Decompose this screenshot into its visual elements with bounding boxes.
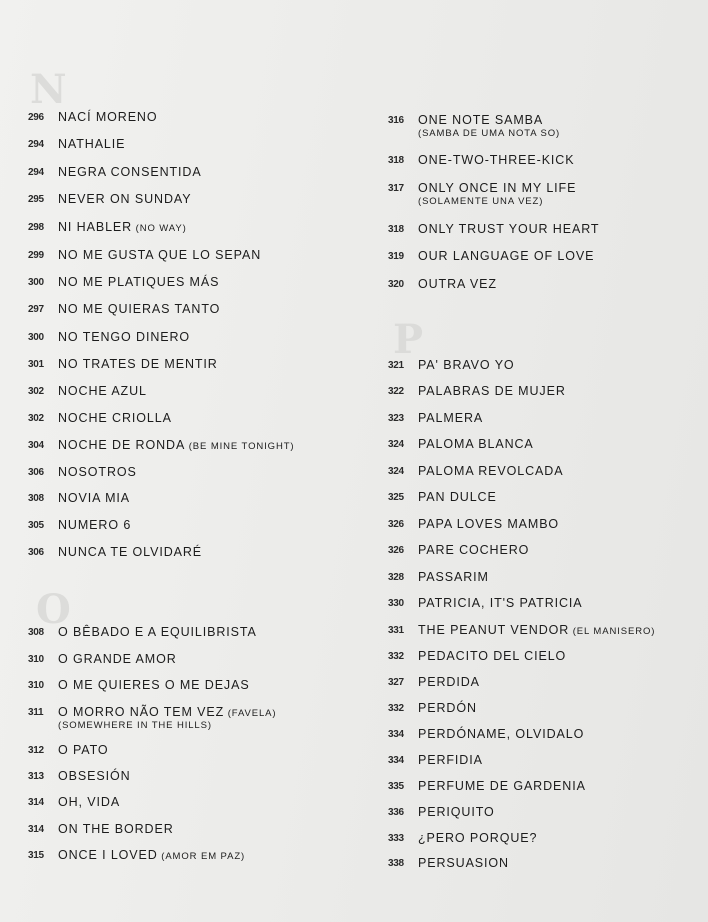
song-subtitle: (SOLAMENTE UNA VEZ) [418, 196, 544, 207]
song-title: NUMERO 6 [58, 518, 132, 532]
index-entry [28, 652, 177, 666]
page-number: 302 [28, 413, 44, 424]
song-subtitle: (SOMEWHERE IN THE HILLS) [58, 720, 212, 731]
song-title: OBSESIÓN [58, 769, 131, 783]
index-entry [388, 222, 599, 236]
index-entry [28, 545, 202, 559]
page-number: 298 [28, 222, 44, 233]
song-title: NO ME GUSTA QUE LO SEPAN [58, 248, 262, 262]
index-entry [388, 517, 559, 531]
page-number: 295 [28, 194, 44, 205]
page-number: 313 [28, 771, 44, 782]
index-entry [388, 623, 655, 637]
index-entry [28, 769, 131, 783]
song-title: OUTRA VEZ [418, 277, 497, 291]
index-entry [388, 277, 497, 291]
page-number: 294 [28, 167, 44, 178]
section-letter-p: P [393, 316, 424, 363]
page-number: 320 [388, 279, 404, 290]
page-number: 333 [388, 833, 404, 844]
index-entry [28, 822, 174, 836]
index-entry [388, 437, 534, 451]
song-title: PATRICIA, IT'S PATRICIA [418, 596, 583, 610]
index-entry [28, 743, 109, 757]
song-title: O MORRO NÃO TEM VEZ (FAVELA) [58, 705, 277, 719]
song-title: NOVIA MIA [58, 491, 131, 505]
index-entry [28, 220, 187, 234]
page-number: 327 [388, 677, 404, 688]
song-title: PALOMA BLANCA [418, 437, 534, 451]
page-number: 325 [388, 492, 404, 503]
song-title: PASSARIM [418, 570, 489, 584]
page-number: 314 [28, 824, 44, 835]
index-entry [28, 357, 218, 371]
page-number: 310 [28, 680, 44, 691]
index-entry [388, 570, 489, 584]
page-number: 324 [388, 439, 404, 450]
index-entry [388, 779, 586, 793]
song-title: O ME QUIERES O ME DEJAS [58, 678, 250, 692]
title-parenthetical: (BE MINE TONIGHT) [185, 441, 295, 452]
page-number: 300 [28, 277, 44, 288]
index-entry [388, 358, 515, 372]
page-number: 296 [28, 112, 44, 123]
index-entry [28, 137, 125, 151]
song-title: ONCE I LOVED (AMOR EM PAZ) [58, 848, 246, 862]
song-title: NACÍ MORENO [58, 110, 158, 124]
song-title: NO TENGO DINERO [58, 330, 191, 344]
song-title: OUR LANGUAGE OF LOVE [418, 249, 595, 263]
index-entry [28, 165, 202, 179]
song-title: O BÊBADO E A EQUILIBRISTA [58, 625, 257, 639]
song-title: NEGRA CONSENTIDA [58, 165, 202, 179]
page-number: 302 [28, 386, 44, 397]
page-number: 331 [388, 625, 404, 636]
index-entry [388, 701, 477, 715]
page-number: 311 [28, 707, 44, 718]
index-entry [28, 110, 158, 124]
index-entry [28, 795, 120, 809]
page-number: 332 [388, 703, 404, 714]
song-title: PERDÓN [418, 701, 477, 715]
page-number: 324 [388, 466, 404, 477]
page-number: 294 [28, 139, 44, 150]
song-title: ON THE BORDER [58, 822, 174, 836]
song-title: PERFUME DE GARDENIA [418, 779, 586, 793]
title-parenthetical: (AMOR EM PAZ) [157, 851, 246, 862]
index-entry [388, 384, 566, 398]
page-number: 332 [388, 651, 404, 662]
section-letter-o: O [36, 586, 71, 633]
page-number: 328 [388, 572, 404, 583]
song-title: PERIQUITO [418, 805, 495, 819]
index-entry [388, 181, 576, 207]
song-title: PAPA LOVES MAMBO [418, 517, 560, 531]
page-number: 317 [388, 183, 404, 194]
index-entry [388, 411, 483, 425]
song-title: NUNCA TE OLVIDARÉ [58, 545, 203, 559]
title-parenthetical: (FAVELA) [224, 708, 277, 719]
song-title: THE PEANUT VENDOR (EL MANISERO) [418, 623, 656, 637]
index-entry [388, 805, 495, 819]
song-title: NO ME QUIERAS TANTO [58, 302, 221, 316]
page-number: 326 [388, 519, 404, 530]
page-number: 335 [388, 781, 404, 792]
index-entry [28, 275, 219, 289]
index-entry [388, 153, 574, 167]
page-number: 306 [28, 547, 44, 558]
index-entry [388, 464, 563, 478]
song-title: NO TRATES DE MENTIR [58, 357, 218, 371]
song-title: O PATO [58, 743, 109, 757]
page-number: 310 [28, 654, 44, 665]
page-number: 319 [388, 251, 404, 262]
song-title: PERDÓNAME, OLVIDALO [418, 727, 585, 741]
index-entry [28, 705, 276, 731]
page-number: 330 [388, 598, 404, 609]
index-entry [28, 411, 172, 425]
page-number: 299 [28, 250, 44, 261]
index-entry [388, 249, 594, 263]
index-entry [388, 856, 509, 870]
song-title: PAN DULCE [418, 490, 497, 504]
song-title: OH, VIDA [58, 795, 121, 809]
song-title: NOSOTROS [58, 465, 137, 479]
page-number: 334 [388, 755, 404, 766]
index-entry [28, 384, 147, 398]
index-entry [388, 753, 483, 767]
page-number: 321 [388, 360, 404, 371]
song-title: PERFIDIA [418, 753, 483, 767]
page-number: 318 [388, 224, 404, 235]
song-title: ONLY TRUST YOUR HEART [418, 222, 600, 236]
page-number: 301 [28, 359, 44, 370]
page-number: 300 [28, 332, 44, 343]
song-title: O GRANDE AMOR [58, 652, 177, 666]
section-letter-n: N [30, 66, 67, 113]
song-title: NO ME PLATIQUES MÁS [58, 275, 220, 289]
index-entry [388, 675, 480, 689]
page-number: 306 [28, 467, 44, 478]
page-number: 336 [388, 807, 404, 818]
page-number: 338 [388, 858, 404, 869]
page-number: 308 [28, 627, 44, 638]
page-number: 315 [28, 850, 44, 861]
index-entry [388, 649, 566, 663]
song-title: PA' BRAVO YO [418, 358, 515, 372]
song-title: NOCHE DE RONDA (BE MINE TONIGHT) [58, 438, 295, 452]
song-title: ¿PERO PORQUE? [418, 831, 538, 845]
song-title: PALABRAS DE MUJER [418, 384, 566, 398]
song-title: PARE COCHERO [418, 543, 530, 557]
song-title: NEVER ON SUNDAY [58, 192, 192, 206]
index-entry [28, 330, 190, 344]
index-entry [28, 848, 245, 862]
index-entry [28, 302, 220, 316]
song-title: NOCHE CRIOLLA [58, 411, 172, 425]
song-title: PALOMA REVOLCADA [418, 464, 564, 478]
page-number: 305 [28, 520, 44, 531]
page-number: 316 [388, 115, 404, 126]
page-number: 318 [388, 155, 404, 166]
song-title: ONLY ONCE IN MY LIFE [418, 181, 577, 195]
index-entry [28, 678, 250, 692]
song-title: PERSUASION [418, 856, 509, 870]
index-entry [28, 465, 137, 479]
page-number: 297 [28, 304, 44, 315]
index-entry [28, 518, 131, 532]
index-entry [28, 438, 294, 452]
song-title: PERDIDA [418, 675, 480, 689]
page-number: 323 [388, 413, 404, 424]
song-title: ONE NOTE SAMBA [418, 113, 544, 127]
index-entry [388, 831, 537, 845]
index-entry [388, 113, 560, 139]
song-title: NOCHE AZUL [58, 384, 147, 398]
index-entry [388, 596, 583, 610]
page-number: 334 [388, 729, 404, 740]
page-number: 322 [388, 386, 404, 397]
title-parenthetical: (EL MANISERO) [569, 626, 656, 637]
index-entry [28, 625, 257, 639]
index-entry [388, 543, 529, 557]
page-number: 312 [28, 745, 44, 756]
index-entry [28, 248, 261, 262]
page-number: 326 [388, 545, 404, 556]
title-parenthetical: (NO WAY) [132, 223, 187, 234]
index-entry [388, 490, 497, 504]
song-title: ONE-TWO-THREE-KICK [418, 153, 575, 167]
index-entry [388, 727, 584, 741]
page-number: 314 [28, 797, 44, 808]
page-number: 308 [28, 493, 44, 504]
song-title: PALMERA [418, 411, 484, 425]
index-entry [28, 491, 130, 505]
index-entry [28, 192, 191, 206]
song-title: NI HABLER (NO WAY) [58, 220, 187, 234]
song-title: PEDACITO DEL CIELO [418, 649, 567, 663]
page-number: 304 [28, 440, 44, 451]
song-subtitle: (SAMBA DE UMA NOTA SO) [418, 128, 561, 139]
song-title: NATHALIE [58, 137, 126, 151]
